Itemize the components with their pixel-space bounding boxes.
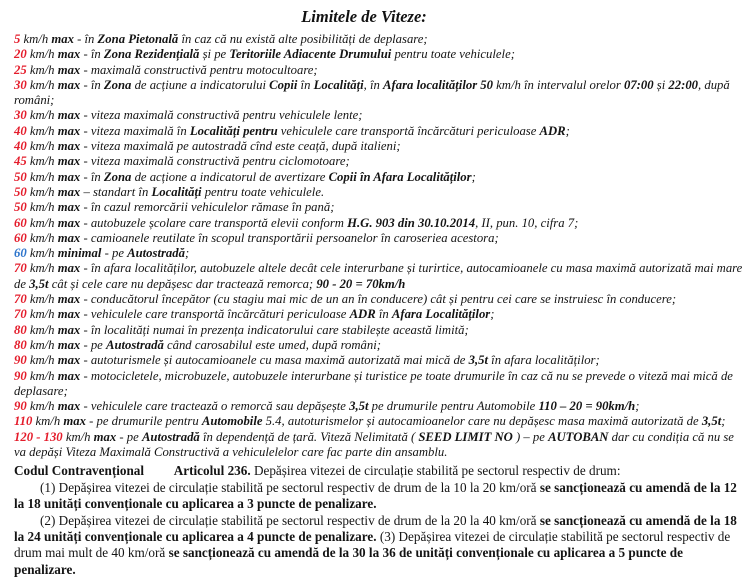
- speed-limit-entry: 30 km/h max - viteza maximală constructivă pentru vehiculele lente;: [14, 108, 363, 123]
- speed-limit-entry: 45 km/h max - viteza maximală constructivă pentru ciclomotoare;: [14, 154, 350, 169]
- speed-value: 60: [14, 230, 27, 245]
- code-paragraph-1: (1) Depășirea vitezei de circulație stabilită pe sectorul respectiv de drum de la 10 la 20 km/oră se sancționează cu amendă de la 12 la 18 unități convenționale cu aplicarea a 3 puncte de penalizare.: [14, 479, 737, 512]
- speed-limit-entry: 80 km/h max - în localități numai în prezența indicatorului care stabilește această limită;: [14, 322, 469, 337]
- speed-limit-entry: 60 km/h minimal - pe Autostradă;: [14, 246, 190, 261]
- page-title: Limitele de Viteze:: [301, 7, 427, 26]
- speed-limit-entry: 70 km/h max - vehiculele care transportă încărcături periculoase ADR în Afara Localităților;: [14, 307, 495, 322]
- speed-value: 70: [14, 292, 27, 307]
- speed-value: 60: [14, 246, 27, 261]
- speed-value: 40: [14, 139, 27, 154]
- speed-value: 90: [14, 353, 27, 368]
- speed-limit-entry: 50 km/h max - în cazul remorcării vehiculelor rămase în pană;: [14, 200, 335, 215]
- speed-value: 50: [14, 169, 27, 184]
- speed-limit-entry: 5 km/h max - în Zona Pietonală în caz că nu există alte posibilități de deplasare;: [14, 32, 428, 46]
- speed-value: 30: [14, 108, 27, 123]
- speed-value: 80: [14, 337, 27, 352]
- speed-limit-entry: 60 km/h max - autobuzele școlare care transportă elevii conform H.G. 903 din 30.10.2014, II, pun. 10, cifra 7;: [14, 215, 579, 230]
- speed-value: 20: [14, 47, 27, 62]
- speed-limit-entry: 50 km/h max – standart în Localități pentru toate vehiculele.: [14, 184, 325, 199]
- speed-limit-entry: 90 km/h max - vehiculele care tractează o remorcă sau depășește 3,5t pe drumurile pentru Automobile 110 – 20 = 90km/h;: [14, 399, 640, 414]
- speed-value: 90: [14, 368, 27, 383]
- speed-limit-entry: 50 km/h max - în Zona de acțione a indicatorul de avertizare Copii în Afara Localităților;: [14, 169, 476, 184]
- speed-limit-entry: 70 km/h max - în afara localităților, autobuzele altele decât cele interurbane și turirtice, autocamioanele cu masa maximă autorizată mai mare de 3,5t cât și cele care nu depășesc dar tractează remorca; 90 - 20 = 70km/h: [14, 261, 743, 291]
- speed-limit-entry: 90 km/h max - autoturismele și autocamioanele cu masa maximă autorizată mai mică de 3,5t în afara localităților;: [14, 353, 600, 368]
- speed-value: 60: [14, 215, 27, 230]
- speed-value: 50: [14, 184, 27, 199]
- speed-limit-entry: 25 km/h max - maximală constructivă pentru motocultoare;: [14, 62, 318, 77]
- speed-limit-entry: 30 km/h max - în Zona de acțiune a indicatorului Copii în Localități, în Afara localităților 50 km/h în intervalul orelor 07:00 și 22:00, după români;: [14, 77, 730, 108]
- speed-value: 40: [14, 123, 27, 138]
- speed-value: 50: [14, 200, 27, 215]
- code-paragraph-2: (2) Depășirea vitezei de circulație stabilită pe sectorul respectiv de drum de la 20 la 40 km/oră se sancționează cu amendă de la 18 la 24 unități convenționale cu aplicarea a 4 puncte de penalizare. (3) Depășirea vitezei de circulație stabilită pe sectorul respectiv de drum mai mult de 40 km/oră se sancționează cu amendă de la 30 la 36 de unități convenționale cu aplicarea a 5 puncte de penalizare.: [14, 512, 737, 577]
- speed-limits-list: [14, 32, 744, 460]
- speed-limit-entry: 40 km/h max - viteza maximală în Localități pentru vehiculele care transportă încărcături periculoase ADR;: [14, 123, 570, 138]
- code-section: [14, 463, 744, 578]
- speed-limit-entry: 60 km/h max - camioanele reutilate în scopul transportării persoanelor în caroseriea acestora;: [14, 230, 499, 245]
- speed-value: 90: [14, 399, 27, 414]
- speed-value: 45: [14, 154, 27, 169]
- speed-limit-entry: 40 km/h max - viteza maximală pe autostradă cînd este ceață, după italieni;: [14, 139, 401, 154]
- speed-value: 110: [14, 414, 33, 429]
- speed-value: 25: [14, 62, 27, 77]
- speed-value: 30: [14, 77, 27, 92]
- speed-limit-entry: 70 km/h max - conducătorul începător (cu stagiu mai mic de un an în conducere) cât și pentru cei care se instruiesc în conducere;: [14, 292, 677, 307]
- speed-limit-entry: 80 km/h max - pe Autostradă când carosabilul este umed, după români;: [14, 337, 381, 352]
- speed-limit-entry: 120 - 130 km/h max - pe Autostradă în dependență de țară. Viteză Nelimitată ( SEED LIMIT NO ) – pe AUTOBAN dar cu condiția că nu se va depăși Viteza Maximală Constructivă a vehiculelelor care fac parte din ansamblu.: [14, 429, 734, 460]
- speed-value: 5: [14, 32, 21, 46]
- speed-limit-entry: 20 km/h max - în Zona Rezidențială și pe Teritoriile Adiacente Drumului pentru toate vehiculele;: [14, 47, 515, 62]
- speed-value: 70: [14, 307, 27, 322]
- speed-limit-entry: 90 km/h max - motocicletele, microbuzele, autobuzele interurbane și turistice pe toate drumurile în caz că nu se prevede o viteză mai mică de deplasare;: [14, 368, 733, 398]
- speed-value: 70: [14, 261, 27, 276]
- code-heading: Codul Contravențional Articolul 236. Depășirea vitezei de circulație stabilită pe sectorul respectiv de drum:: [14, 463, 621, 479]
- speed-value: 80: [14, 322, 27, 337]
- speed-value: 120 - 130: [14, 429, 63, 444]
- speed-limit-entry: 110 km/h max - pe drumurile pentru Automobile 5.4, autoturismelor și autocamioanelor care nu depășesc masa maximă autorizată de 3,5t;: [14, 414, 726, 429]
